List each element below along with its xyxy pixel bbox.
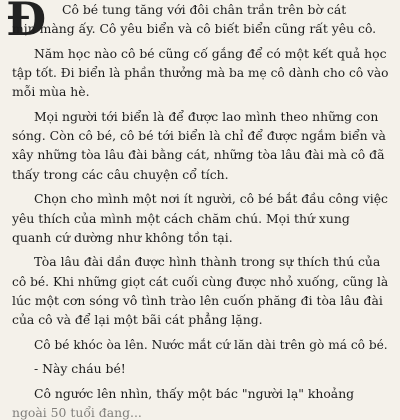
text-line: - Này cháu bé!: [34, 361, 126, 377]
text-line: cô bé. Khi những giọt cát cuối cùng được nhỏ xuống, cũng là: [12, 273, 389, 289]
text-line: của cô và để lại một bãi cát phẳng lặng.: [12, 312, 263, 327]
text-line: Tòa lâu đài dần được hình thành trong sự thích thú của: [34, 254, 381, 270]
text-line: lúc một cơn sóng vô tình trào lên cuốn phăng đi tòa lâu đài: [12, 292, 383, 308]
text-line: Năm học nào cô bé cũng cố gắng để có một kết quả học: [34, 45, 387, 61]
text-line: mịn màng ấy. Cô yêu biển và cô biết biển cũng rất yêu cô.: [12, 21, 377, 37]
text-line: ngoài 50 tuổi đang...: [12, 405, 142, 420]
text-line: yêu thích của mình một cách chăm chú. Mọi thứ xung: [12, 210, 350, 226]
text-line: Cô ngước lên nhìn, thấy một bác "người lạ" khoảng: [34, 386, 355, 402]
text-line: Mọi người tới biển là để được lao mình theo những con: [34, 109, 379, 124]
text-line: mỗi mùa hè.: [12, 84, 90, 100]
text-line: Cô bé tung tăng với đôi chân trần trên bờ cát: [62, 2, 347, 17]
text-line: tập tốt. Đi biển là phần thưởng mà ba mẹ cô dành cho cô vào: [12, 65, 389, 81]
text-line: sóng. Còn cô bé, cô bé tới biển là chỉ để được ngắm biển và: [12, 128, 386, 144]
text-line: quanh cứ dường như không tồn tại.: [12, 229, 233, 245]
text-line: Cô bé khóc òa lên. Nước mắt cứ lăn dài trên gò má cô bé.: [34, 336, 388, 352]
text-line: thấy trong các câu chuyện cổ tích.: [12, 166, 229, 182]
text-line: Chọn cho mình một nơi ít người, cô bé bắt đầu công việc: [34, 191, 388, 207]
text-line: xây những tòa lâu đài bằng cát, những tòa lâu đài mà cô đã: [12, 147, 385, 163]
drop-cap: Đ: [6, 0, 47, 46]
